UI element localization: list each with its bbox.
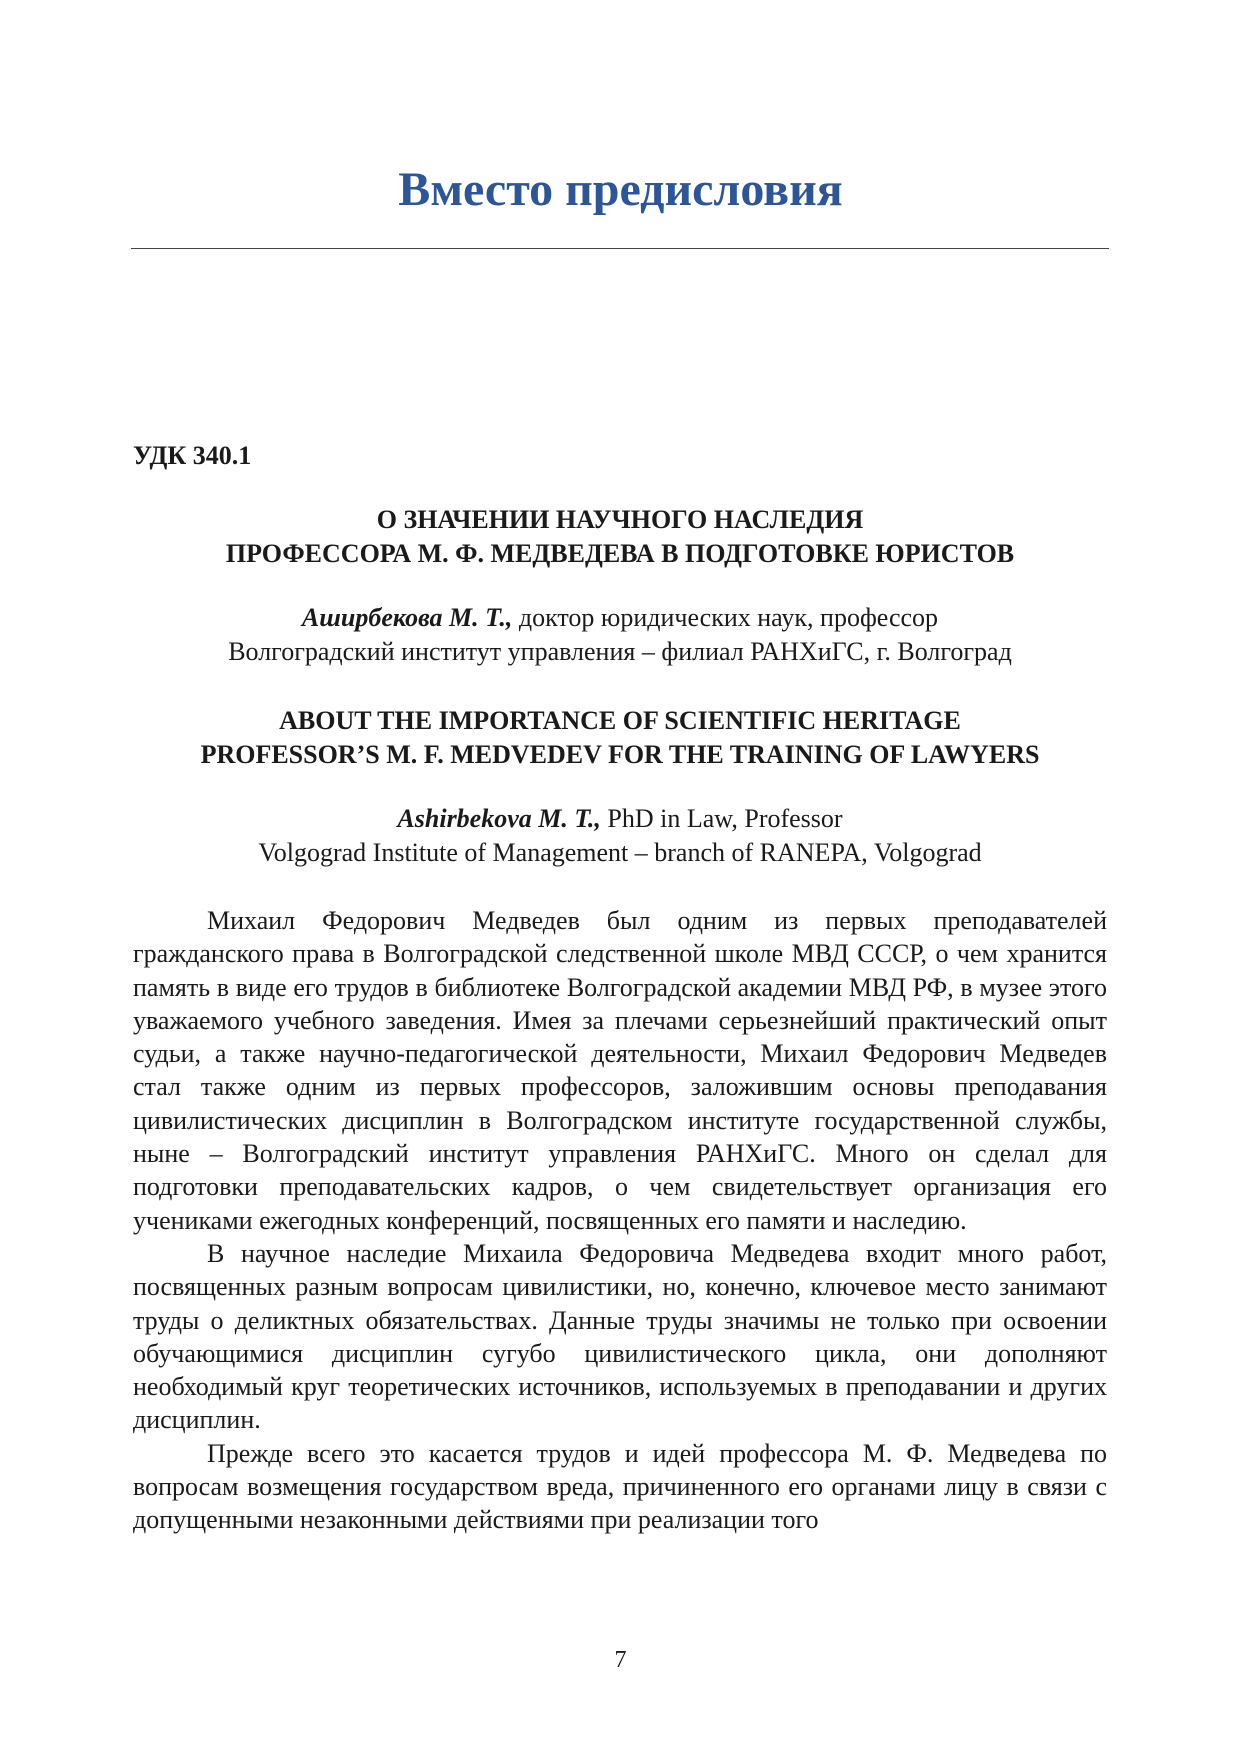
article-title-ru-line1: О ЗНАЧЕНИИ НАУЧНОГО НАСЛЕДИЯ — [376, 505, 864, 534]
article-body — [133, 904, 1107, 1537]
article-title-en-line2: PROFESSOR’S M. F. MEDVEDEV FOR THE TRAINING OF LAWYERS — [200, 740, 1040, 769]
author-line-en — [131, 802, 1109, 836]
author-name-ru: Аширбекова М. Т., — [301, 603, 513, 632]
section-title: Вместо предисловия — [398, 163, 843, 216]
article-title-en — [131, 704, 1109, 772]
article-title-en-line1: ABOUT THE IMPORTANCE OF SCIENTIFIC HERITAGE — [279, 706, 961, 735]
author-degree-en: PhD in Law, Professor — [600, 804, 843, 833]
article-title-ru — [131, 503, 1109, 571]
title-divider — [131, 248, 1109, 249]
author-degree-ru: доктор юридических наук, профессор — [512, 603, 939, 632]
paragraph-3: Прежде всего это касается трудов и идей профессора М. Ф. Медведева по вопросам возмещения государством вреда, причиненного его органами лицу в связи с допущенными незаконными действиями при реализации того — [133, 1438, 1107, 1535]
author-affiliation-ru: Волгоградский институт управления – филиал РАНХиГС, г. Волгоград — [228, 637, 1012, 666]
author-byline-en — [131, 802, 1109, 870]
page-number: 7 — [614, 1647, 627, 1673]
author-byline-ru — [131, 601, 1109, 669]
author-name-en: Ashirbekova M. T., — [397, 804, 601, 833]
paragraph-1: Михаил Федорович Медведев был одним из первых преподавателей гражданского права в Волгоградской следственной школе МВД СССР, о чем хранится память в виде его трудов в библиотеке Волгоградской академии МВД РФ, в музее этого уважаемого учебного заведения. Имея за плечами серьезнейший практический опыт судьи, а также научно-педагогической деятельности, Михаил Федорович Медведев стал также одним из первых профессоров, заложившим основы преподавания цивилистических дисциплин в Волгоградском институте государственной службы, ныне – Волгоградский институт управления РАНХиГС. Много он сделал для подготовки преподавательских кадров, о чем свидетельствует организация его учениками ежегодных конференций, посвященных его памяти и наследию. — [133, 906, 1107, 1235]
udc-code: УДК 340.1 — [133, 441, 252, 470]
article-title-ru-line2: ПРОФЕССОРА М. Ф. МЕДВЕДЕВА В ПОДГОТОВКЕ ЮРИСТОВ — [225, 539, 1015, 568]
paragraph-2: В научное наследие Михаила Федоровича Медведева входит много работ, посвященных разным вопросам цивилистики, но, конечно, ключевое место занимают труды о деликтных обязательствах. Данные труды значимы не только при освоении обучающимися дисциплин сугубо цивилистического цикла, они дополняют необходимый круг теоретических источников, используемых в преподавании и других дисциплин. — [133, 1238, 1107, 1435]
author-affiliation-en: Volgograd Institute of Management – branch of RANEPA, Volgograd — [258, 838, 982, 867]
author-line-ru — [131, 601, 1109, 635]
